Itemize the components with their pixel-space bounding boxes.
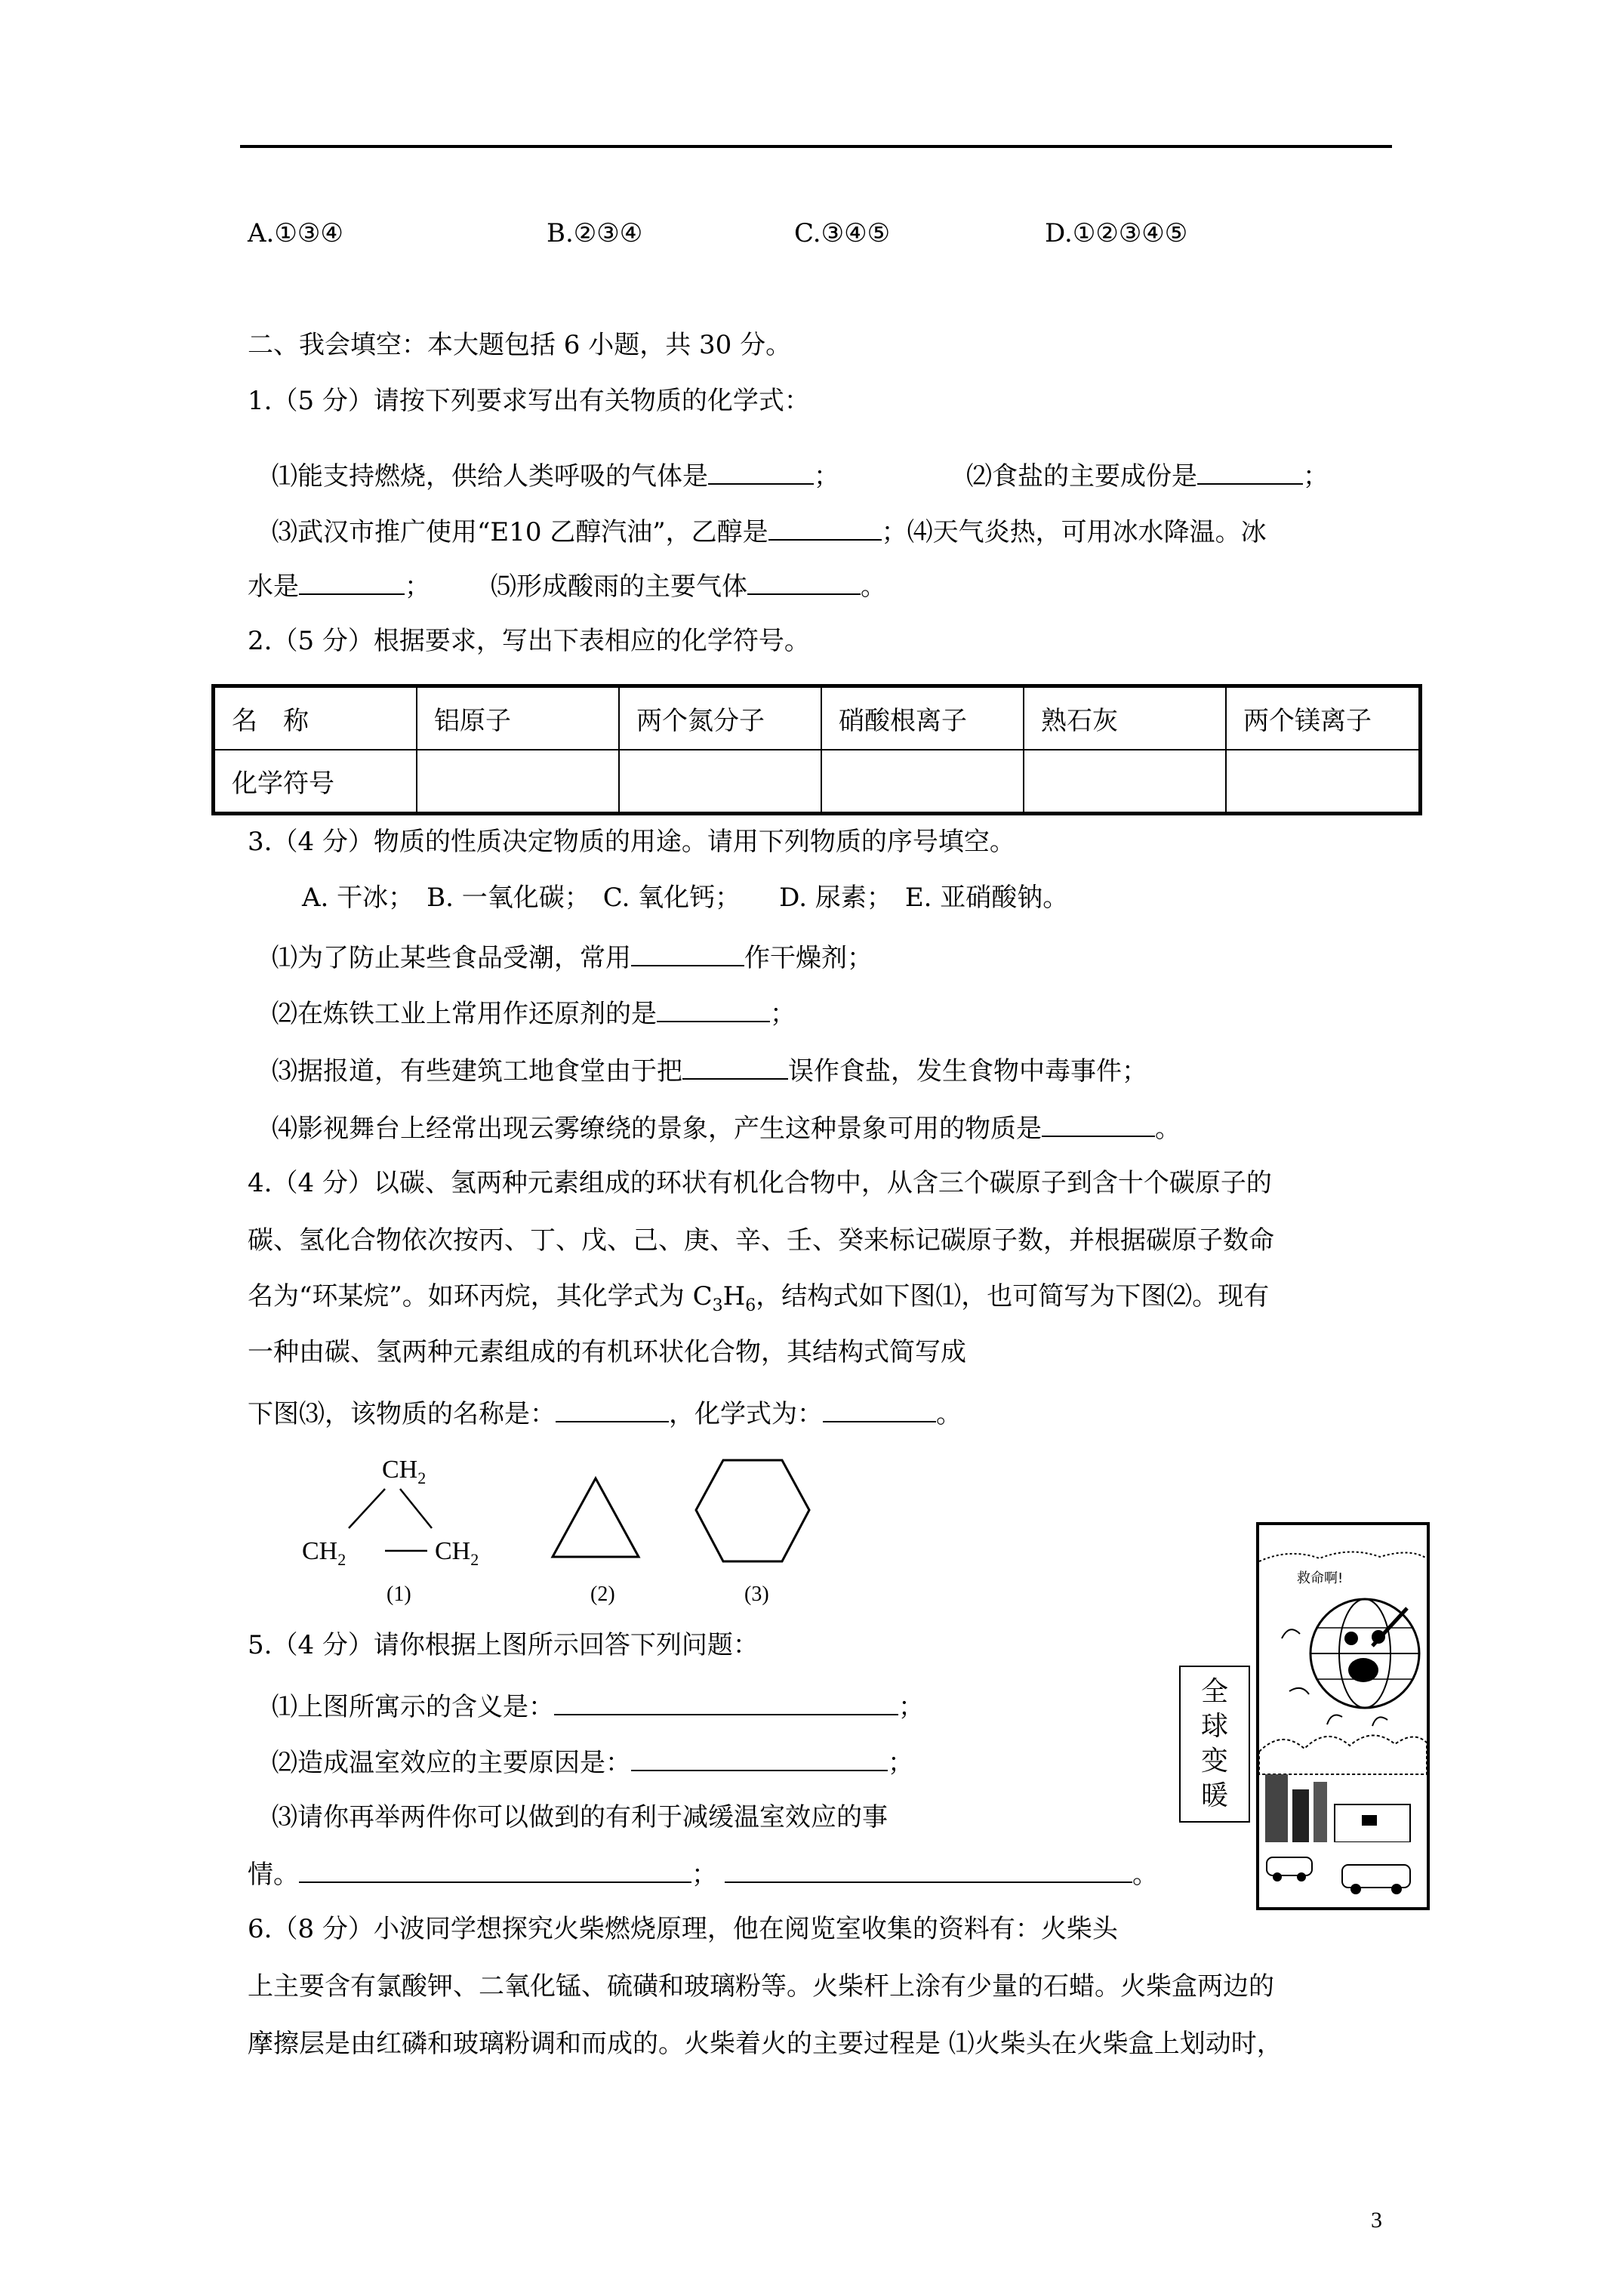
q5-part3b <box>248 1859 1158 1888</box>
hexagon-shape <box>696 1460 809 1561</box>
q3-options: A. 干冰； B. 一氧化碳； C. 氧化钙； D. 尿素； E. 亚硝酸钠。 <box>302 883 1069 913</box>
choice-a: A.①③④ <box>248 218 343 248</box>
wheel <box>1391 1884 1402 1894</box>
punct: ； <box>898 1692 924 1722</box>
subscript: 3 <box>712 1296 723 1315</box>
q3-p3-text: ⑶据报道，有些建筑工地食堂由于把 <box>272 1056 682 1086</box>
q3-stem: 3.（4 分）物质的性质决定物质的用途。请用下列物质的序号填空。 <box>248 827 1015 857</box>
figure-caption-1: (1) <box>387 1583 411 1606</box>
q1-part3 <box>272 516 1267 545</box>
q5-p3b-text: 情。 <box>248 1860 299 1890</box>
answer-blank[interactable] <box>725 1859 1132 1883</box>
figure-caption-2: (2) <box>590 1583 615 1606</box>
q5-part3: ⑶请你再举两件你可以做到的有利于减缓温室效应的事 <box>272 1802 888 1832</box>
q3-p2-text: ⑵在炼铁工业上常用作还原剂的是 <box>272 999 657 1029</box>
label-char: 暖 <box>1200 1780 1228 1811</box>
wheel <box>1297 1872 1306 1881</box>
smokestack <box>1313 1782 1327 1842</box>
subscript: 2 <box>417 1468 427 1487</box>
punct: ； <box>881 517 907 547</box>
cartoon-drawing <box>1259 1525 1427 1907</box>
q3-p4-end: 。 <box>1155 1114 1181 1144</box>
table-cell: 两个氮分子 <box>619 686 821 750</box>
q1-part2 <box>966 461 1329 492</box>
q1-p2-text: ⑵食盐的主要成份是 <box>966 461 1197 492</box>
table-cell: 名 称 <box>214 686 417 750</box>
q4-l3-text: 名为“环某烷”。如环丙烷，其化学式为 C <box>248 1281 713 1311</box>
answer-blank[interactable] <box>708 461 814 485</box>
table-cell: 熟石灰 <box>1024 686 1226 750</box>
chemical-symbol-table <box>211 684 1422 815</box>
building <box>1265 1774 1288 1842</box>
answer-blank[interactable] <box>747 571 861 595</box>
page-number: 3 <box>1371 2208 1382 2233</box>
mouth <box>1348 1658 1378 1682</box>
q3-p1-text: ⑴为了防止某些食品受潮，常用 <box>272 943 631 973</box>
answer-cell[interactable] <box>619 750 821 814</box>
answer-blank[interactable] <box>556 1398 669 1422</box>
bond-line <box>349 1489 385 1528</box>
q1-part5 <box>491 571 886 602</box>
q1-p1-text: ⑴能支持燃烧，供给人类呼吸的气体是 <box>272 461 708 492</box>
subscript: 2 <box>470 1549 479 1569</box>
q3-p1-end: 作干燥剂； <box>744 943 873 973</box>
answer-blank[interactable] <box>768 516 882 541</box>
q1-stem: 1.（5 分）请按下列要求写出有关物质的化学式： <box>248 386 810 416</box>
answer-cell[interactable] <box>821 750 1024 814</box>
choice-d: D.①②③④⑤ <box>1045 218 1188 248</box>
answer-blank[interactable] <box>554 1691 898 1715</box>
subscript: 2 <box>337 1549 346 1569</box>
table-cell: 硝酸根离子 <box>821 686 1024 750</box>
answer-blank[interactable] <box>1042 1113 1155 1137</box>
punct: ； <box>814 461 839 492</box>
car-icon <box>1267 1857 1312 1875</box>
q1-p4b-text: 水是 <box>248 572 299 602</box>
punct: ； <box>888 1748 913 1778</box>
q4-line1: 4.（4 分）以碳、氢两种元素组成的环状有机化合物中，从含三个碳原子到含十个碳原子的 <box>248 1168 1272 1198</box>
q6-line1: 6.（8 分）小波同学想探究火柴燃烧原理，他在阅览室收集的资料有：火柴头 <box>248 1914 1118 1944</box>
punct: 。 <box>1132 1860 1158 1890</box>
label-char: 变 <box>1200 1746 1228 1777</box>
q3-p4-text: ⑷影视舞台上经常出现云雾缭绕的景象，产生这种景象可用的物质是 <box>272 1114 1042 1144</box>
q3-part1 <box>272 942 873 971</box>
answer-blank[interactable] <box>631 942 744 966</box>
q5-part1 <box>272 1691 924 1720</box>
table-cell: 两个镁离子 <box>1226 686 1421 750</box>
q1-p5-text: ⑸形成酸雨的主要气体 <box>491 572 747 602</box>
wheel <box>1350 1884 1361 1894</box>
q3-p2-end: ； <box>770 999 796 1029</box>
heat-arrow <box>1282 1629 1300 1638</box>
q4-l3-end: ，结构式如下图⑴，也可简写为下图⑵。现有 <box>756 1281 1270 1311</box>
q3-part4 <box>272 1113 1181 1142</box>
section-title: 二、我会填空：本大题包括 6 小题，共 30 分。 <box>248 330 792 360</box>
q5-p1-text: ⑴上图所寓示的含义是： <box>272 1692 554 1722</box>
q1-p4-text: ⑷天气炎热，可用冰水降温。冰 <box>907 517 1267 547</box>
triangle-structure <box>547 1474 645 1564</box>
global-warming-cartoon <box>1256 1522 1430 1910</box>
q3-p3-end: 误作食盐，发生食物中毒事件； <box>788 1056 1147 1086</box>
smoke-cloud <box>1259 1735 1427 1774</box>
answer-blank[interactable] <box>657 998 770 1022</box>
subscript: 6 <box>745 1296 756 1315</box>
answer-blank[interactable] <box>823 1398 936 1422</box>
window <box>1362 1815 1377 1826</box>
choice-c: C.③④⑤ <box>794 218 891 248</box>
hexagon-structure <box>693 1456 814 1569</box>
q5-part2 <box>272 1747 913 1776</box>
label-char: 全 <box>1200 1676 1228 1707</box>
q1-part4b <box>248 571 430 602</box>
cartoon-speech: 救命啊! <box>1297 1570 1344 1586</box>
q3-part2 <box>272 998 796 1027</box>
table-answer-row <box>214 750 1421 814</box>
answer-blank[interactable] <box>299 1859 691 1883</box>
q3-part3 <box>272 1056 1147 1084</box>
punct: ； <box>1303 461 1329 492</box>
ch2-text: CH <box>382 1456 418 1484</box>
q4-line4: 一种由碳、氢两种元素组成的有机环状化合物，其结构式简写成 <box>248 1337 966 1367</box>
q4-l5-mid: ，化学式为： <box>669 1399 823 1429</box>
q4-line5 <box>248 1398 962 1427</box>
figure-caption-3: (3) <box>744 1583 769 1606</box>
q4-l3-h: H <box>722 1281 746 1311</box>
label-char: 球 <box>1200 1711 1228 1742</box>
q4-l5-text: 下图⑶，该物质的名称是： <box>248 1399 556 1429</box>
q4-line3 <box>248 1281 1270 1315</box>
eye <box>1344 1632 1358 1645</box>
answer-cell[interactable] <box>417 750 619 814</box>
punct: ； <box>405 572 430 602</box>
heat-arrow <box>1372 1717 1387 1726</box>
wheel <box>1273 1872 1282 1881</box>
q1-p3-text: ⑶武汉市推广使用“E10 乙醇汽油”，乙醇是 <box>272 517 768 547</box>
cloud-outline <box>1259 1552 1427 1561</box>
answer-cell[interactable] <box>1226 750 1421 814</box>
q6-line2: 上主要含有氯酸钾、二氧化锰、硫磺和玻璃粉等。火柴杆上涂有少量的石蜡。火柴盒两边的 <box>248 1971 1274 2002</box>
cyclopropane-structure-bonds <box>302 1480 498 1555</box>
car-icon <box>1342 1865 1410 1888</box>
answer-cell[interactable] <box>1024 750 1226 814</box>
answer-blank[interactable] <box>1197 461 1303 485</box>
answer-blank[interactable] <box>631 1747 888 1771</box>
answer-blank[interactable] <box>299 571 405 595</box>
q6-line3: 摩擦层是由红磷和玻璃粉调和而成的。火柴着火的主要过程是 ⑴火柴头在火柴盒上划动时， <box>248 2029 1283 2059</box>
header-rule <box>240 145 1392 148</box>
q2-stem: 2.（5 分）根据要求，写出下表相应的化学符号。 <box>248 626 810 656</box>
punct: 。 <box>936 1399 962 1429</box>
heat-arrow <box>1327 1715 1342 1724</box>
ch2-text: CH <box>435 1537 471 1565</box>
q1-part1 <box>272 461 839 492</box>
table-header-row <box>214 686 1421 750</box>
building <box>1292 1789 1309 1842</box>
punct: 。 <box>861 572 886 602</box>
global-warming-label <box>1179 1666 1250 1823</box>
bond-line <box>400 1489 432 1528</box>
q5-p2-text: ⑵造成温室效应的主要原因是： <box>272 1748 631 1778</box>
q4-line2: 碳、氢化合物依次按丙、丁、戊、己、庚、辛、壬、癸来标记碳原子数，并根据碳原子数命 <box>248 1225 1274 1256</box>
triangle-shape <box>553 1478 639 1557</box>
table-cell: 铝原子 <box>417 686 619 750</box>
heat-arrow <box>1289 1688 1309 1694</box>
ch2-text: CH <box>302 1537 338 1565</box>
answer-blank[interactable] <box>682 1056 788 1080</box>
q5-stem: 5.（4 分）请你根据上图所示回答下列问题： <box>248 1630 759 1660</box>
punct: ； <box>691 1860 717 1890</box>
choice-b: B.②③④ <box>547 218 643 248</box>
table-cell: 化学符号 <box>214 750 417 814</box>
